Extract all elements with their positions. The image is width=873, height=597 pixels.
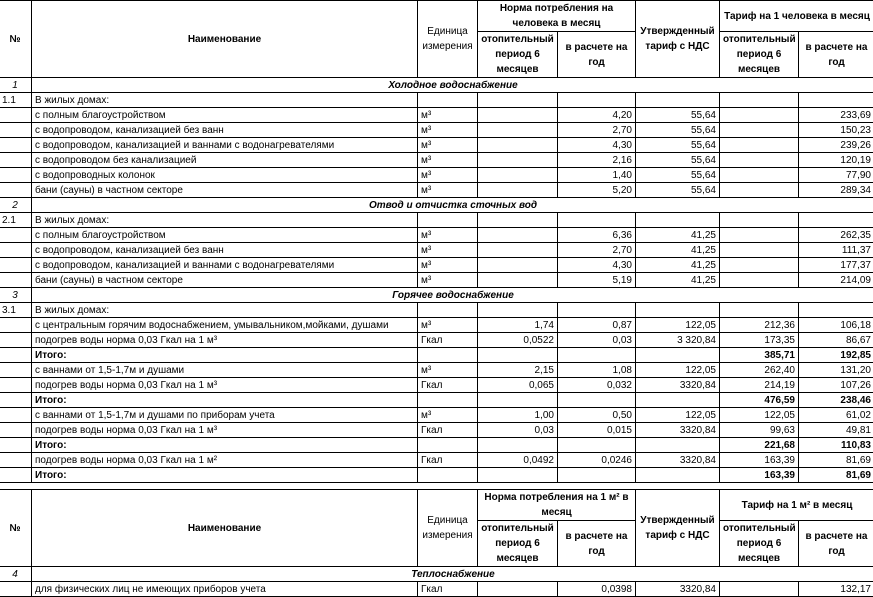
row-tariff [636,438,720,453]
row-tariff: 3320,84 [636,423,720,438]
row-pay-heat [720,168,799,183]
row-number [0,243,32,258]
row-name: с водопроводом, канализацией без ванн [32,123,418,138]
row-unit: Гкал [418,423,478,438]
row-unit: м³ [418,243,478,258]
section-title: Холодное водоснабжение [32,78,873,93]
row-name: с центральным горячим водоснабжением, умывальником,мойками, душами [32,318,418,333]
row-pay-heat [720,258,799,273]
row-number [0,582,32,597]
row-pay-year: 111,37 [799,243,873,258]
row-unit [418,468,478,483]
row-pay-year: 131,20 [799,363,873,378]
row-norm-heat [478,393,558,408]
empty-cell [799,303,873,318]
header-pay: Тариф на 1 человека в месяц [720,1,873,32]
subsection-number: 1.1 [0,93,32,108]
row-pay-year: 81,69 [799,468,873,483]
row-pay-year: 233,69 [799,108,873,123]
row-tariff: 41,25 [636,273,720,288]
row-number [0,453,32,468]
row-name: с водопроводных колонок [32,168,418,183]
subsection-row [0,303,873,318]
table-row [0,228,873,243]
row-pay-heat [720,123,799,138]
header2-norm-heat: отопительный период 6 месяцев [478,521,558,567]
row-name: с ваннами от 1,5-1,7м и душами по приборам учета [32,408,418,423]
table-row [0,363,873,378]
row-tariff: 55,64 [636,153,720,168]
section-title: Отвод и отчистка сточных вод [32,198,873,213]
header2-pay-heat: отопительный период 6 месяцев [720,521,799,567]
row-pay-heat [720,108,799,123]
row-number [0,258,32,273]
row-unit [418,438,478,453]
empty-cell [799,213,873,228]
empty-cell [418,213,478,228]
row-pay-year: 262,35 [799,228,873,243]
header-norm-heat: отопительный период 6 месяцев [478,32,558,78]
row-pay-heat: 214,19 [720,378,799,393]
section-row [0,288,873,303]
row-pay-year: 49,81 [799,423,873,438]
section-number: 2 [0,198,32,213]
section-number: 1 [0,78,32,93]
subsection-title: В жилых домах: [32,303,418,318]
table-row [0,108,873,123]
row-pay-heat [720,273,799,288]
row-norm-heat [478,228,558,243]
row-tariff: 3320,84 [636,378,720,393]
row-number [0,363,32,378]
row-pay-heat: 212,36 [720,318,799,333]
row-pay-year: 81,69 [799,453,873,468]
table-row [0,333,873,348]
row-number [0,423,32,438]
row-name: подогрев воды норма 0,03 Гкал на 1 м³ [32,333,418,348]
row-pay-heat [720,138,799,153]
row-pay-year: 239,26 [799,138,873,153]
row-norm-year: 0,032 [558,378,636,393]
table-row [0,168,873,183]
row-pay-year: 110,83 [799,438,873,453]
row-number [0,153,32,168]
row-norm-heat [478,582,558,597]
row-tariff: 122,05 [636,318,720,333]
row-tariff: 41,25 [636,258,720,273]
row-name: подогрев воды норма 0,03 Гкал на 1 м² [32,453,418,468]
row-norm-year: 0,0246 [558,453,636,468]
row-norm-year: 0,0398 [558,582,636,597]
table-row [0,582,873,597]
table-row [0,153,873,168]
empty-cell [720,213,799,228]
row-number [0,318,32,333]
row-pay-heat: 385,71 [720,348,799,363]
header2-row-top [0,490,873,521]
empty-cell [558,213,636,228]
row-pay-heat: 262,40 [720,363,799,378]
row-norm-year [558,468,636,483]
row-norm-heat [478,123,558,138]
row-norm-year: 2,70 [558,123,636,138]
header-name: Наименование [32,1,418,78]
row-norm-year: 0,015 [558,423,636,438]
section-number: 3 [0,288,32,303]
row-name: бани (сауны) в частном секторе [32,183,418,198]
row-pay-year: 177,37 [799,258,873,273]
subsection-title: В жилых домах: [32,93,418,108]
row-number [0,168,32,183]
row-pay-year: 120,19 [799,153,873,168]
empty-cell [418,303,478,318]
row-name: с водопроводом, канализацией без ванн [32,243,418,258]
table-row [0,408,873,423]
row-number [0,408,32,423]
row-norm-year: 0,03 [558,333,636,348]
row-number [0,108,32,123]
header-num: № [0,1,32,78]
row-norm-heat [478,138,558,153]
row-norm-heat [478,108,558,123]
row-name: с водопроводом, канализацией и ваннами с водонагревателями [32,138,418,153]
row-norm-heat [478,183,558,198]
header2-name: Наименование [32,490,418,567]
row-pay-year: 192,85 [799,348,873,363]
section-row [0,78,873,93]
row-unit: Гкал [418,453,478,468]
row-pay-year: 106,18 [799,318,873,333]
row-unit: м³ [418,138,478,153]
row-pay-heat [720,183,799,198]
table-row [0,378,873,393]
empty-cell [720,303,799,318]
total-row [0,468,873,483]
header-pay-year: в расчете на год [799,32,873,78]
table-row [0,453,873,468]
row-pay-year: 238,46 [799,393,873,408]
header2-norm: Норма потребления на 1 м² в месяц [478,490,636,521]
row-name: подогрев воды норма 0,03 Гкал на 1 м³ [32,423,418,438]
row-tariff: 3 320,84 [636,333,720,348]
row-number [0,123,32,138]
row-name: с ваннами от 1,5-1,7м и душами [32,363,418,378]
row-tariff: 3320,84 [636,453,720,468]
empty-cell [799,93,873,108]
empty-cell [636,303,720,318]
row-pay-heat: 99,63 [720,423,799,438]
row-pay-year: 77,90 [799,168,873,183]
header2-num: № [0,490,32,567]
row-name: Итого: [32,468,418,483]
row-name: с полным благоустройством [32,228,418,243]
row-pay-heat: 476,59 [720,393,799,408]
row-norm-year: 0,50 [558,408,636,423]
row-unit: м³ [418,183,478,198]
header2-unit: Единица измерения [418,490,478,567]
section-title: Горячее водоснабжение [32,288,873,303]
section-row [0,567,873,582]
row-unit: м³ [418,318,478,333]
row-name: Итого: [32,438,418,453]
row-unit: м³ [418,228,478,243]
table-row [0,123,873,138]
row-tariff [636,468,720,483]
row-unit [418,393,478,408]
header2-norm-year: в расчете на год [558,521,636,567]
header2-pay: Тариф на 1 м² в месяц [720,490,873,521]
row-tariff: 55,64 [636,168,720,183]
row-number [0,273,32,288]
row-number [0,468,32,483]
row-pay-heat [720,243,799,258]
empty-cell [636,213,720,228]
row-tariff: 41,25 [636,243,720,258]
row-norm-heat [478,258,558,273]
row-unit: Гкал [418,378,478,393]
row-norm-year: 4,20 [558,108,636,123]
row-norm-heat [478,438,558,453]
row-norm-year: 1,08 [558,363,636,378]
empty-cell [558,303,636,318]
row-norm-heat: 1,00 [478,408,558,423]
row-name: Итого: [32,348,418,363]
row-pay-heat: 173,35 [720,333,799,348]
header-tariff: Утвержденный тариф с НДС [636,1,720,78]
row-tariff [636,393,720,408]
empty-cell [720,93,799,108]
row-pay-heat: 163,39 [720,468,799,483]
row-norm-heat: 2,15 [478,363,558,378]
row-tariff [636,348,720,363]
row-name: с водопроводом, канализацией и ваннами с водонагревателями [32,258,418,273]
total-row [0,393,873,408]
row-pay-year: 107,26 [799,378,873,393]
row-norm-heat: 0,03 [478,423,558,438]
row-norm-heat: 0,0522 [478,333,558,348]
header2-tariff: Утвержденный тариф с НДС [636,490,720,567]
row-norm-year: 2,16 [558,153,636,168]
row-norm-year [558,348,636,363]
row-pay-heat: 122,05 [720,408,799,423]
row-pay-heat [720,153,799,168]
row-tariff: 55,64 [636,138,720,153]
header-unit: Единица измерения [418,1,478,78]
total-row [0,348,873,363]
table-row [0,258,873,273]
row-pay-year: 214,09 [799,273,873,288]
table-row [0,243,873,258]
empty-cell [478,213,558,228]
row-unit: м³ [418,108,478,123]
subsection-row [0,213,873,228]
row-pay-year: 150,23 [799,123,873,138]
row-norm-heat [478,468,558,483]
table-row [0,138,873,153]
row-norm-heat: 1,74 [478,318,558,333]
spacer-row [0,483,873,490]
row-number [0,438,32,453]
header2-pay-year: в расчете на год [799,521,873,567]
table-row [0,273,873,288]
empty-cell [636,93,720,108]
table-row [0,318,873,333]
row-norm-year [558,438,636,453]
row-number [0,393,32,408]
row-norm-year: 5,20 [558,183,636,198]
empty-cell [558,93,636,108]
row-unit: м³ [418,153,478,168]
row-unit: м³ [418,273,478,288]
row-unit [418,348,478,363]
total-row [0,438,873,453]
row-tariff: 3320,84 [636,582,720,597]
row-number [0,378,32,393]
row-unit: м³ [418,168,478,183]
row-tariff: 55,64 [636,108,720,123]
section-number: 4 [0,567,32,582]
section-title: Теплоснабжение [32,567,873,582]
row-norm-heat [478,153,558,168]
row-tariff: 55,64 [636,123,720,138]
row-number [0,228,32,243]
row-norm-heat [478,243,558,258]
row-norm-heat [478,168,558,183]
row-norm-year: 5,19 [558,273,636,288]
row-norm-heat [478,348,558,363]
empty-cell [418,93,478,108]
row-norm-year: 6,36 [558,228,636,243]
row-norm-year: 4,30 [558,258,636,273]
subsection-title: В жилых домах: [32,213,418,228]
row-unit: м³ [418,123,478,138]
row-unit: Гкал [418,333,478,348]
row-pay-year: 289,34 [799,183,873,198]
row-pay-heat: 163,39 [720,453,799,468]
row-tariff: 122,05 [636,363,720,378]
header-pay-heat: отопительный период 6 месяцев [720,32,799,78]
row-unit: Гкал [418,582,478,597]
row-pay-heat [720,228,799,243]
subsection-number: 2.1 [0,213,32,228]
empty-cell [478,303,558,318]
subsection-number: 3.1 [0,303,32,318]
row-unit: м³ [418,258,478,273]
row-norm-year: 2,70 [558,243,636,258]
row-tariff: 55,64 [636,183,720,198]
row-norm-year [558,393,636,408]
row-pay-year: 132,17 [799,582,873,597]
row-norm-year: 1,40 [558,168,636,183]
row-pay-year: 61,02 [799,408,873,423]
row-norm-heat: 0,0492 [478,453,558,468]
table-row [0,183,873,198]
row-name: Итого: [32,393,418,408]
table-row [0,423,873,438]
row-tariff: 122,05 [636,408,720,423]
header-row-top [0,1,873,32]
header-norm-year: в расчете на год [558,32,636,78]
spacer-cell [0,483,873,490]
header-norm: Норма потребления на человека в месяц [478,1,636,32]
row-unit: м³ [418,408,478,423]
row-pay-heat [720,582,799,597]
row-pay-heat: 221,68 [720,438,799,453]
row-name: бани (сауны) в частном секторе [32,273,418,288]
row-name: с водопроводом без канализацией [32,153,418,168]
row-norm-heat [478,273,558,288]
subsection-row [0,93,873,108]
row-pay-year: 86,67 [799,333,873,348]
section-row [0,198,873,213]
row-number [0,138,32,153]
row-name: подогрев воды норма 0,03 Гкал на 1 м³ [32,378,418,393]
row-tariff: 41,25 [636,228,720,243]
row-norm-year: 0,87 [558,318,636,333]
row-norm-year: 4,30 [558,138,636,153]
row-number [0,183,32,198]
row-number [0,348,32,363]
row-name: для физических лиц не имеющих приборов учета [32,582,418,597]
row-unit: м³ [418,363,478,378]
row-number [0,333,32,348]
row-name: с полным благоустройством [32,108,418,123]
row-norm-heat: 0,065 [478,378,558,393]
empty-cell [478,93,558,108]
